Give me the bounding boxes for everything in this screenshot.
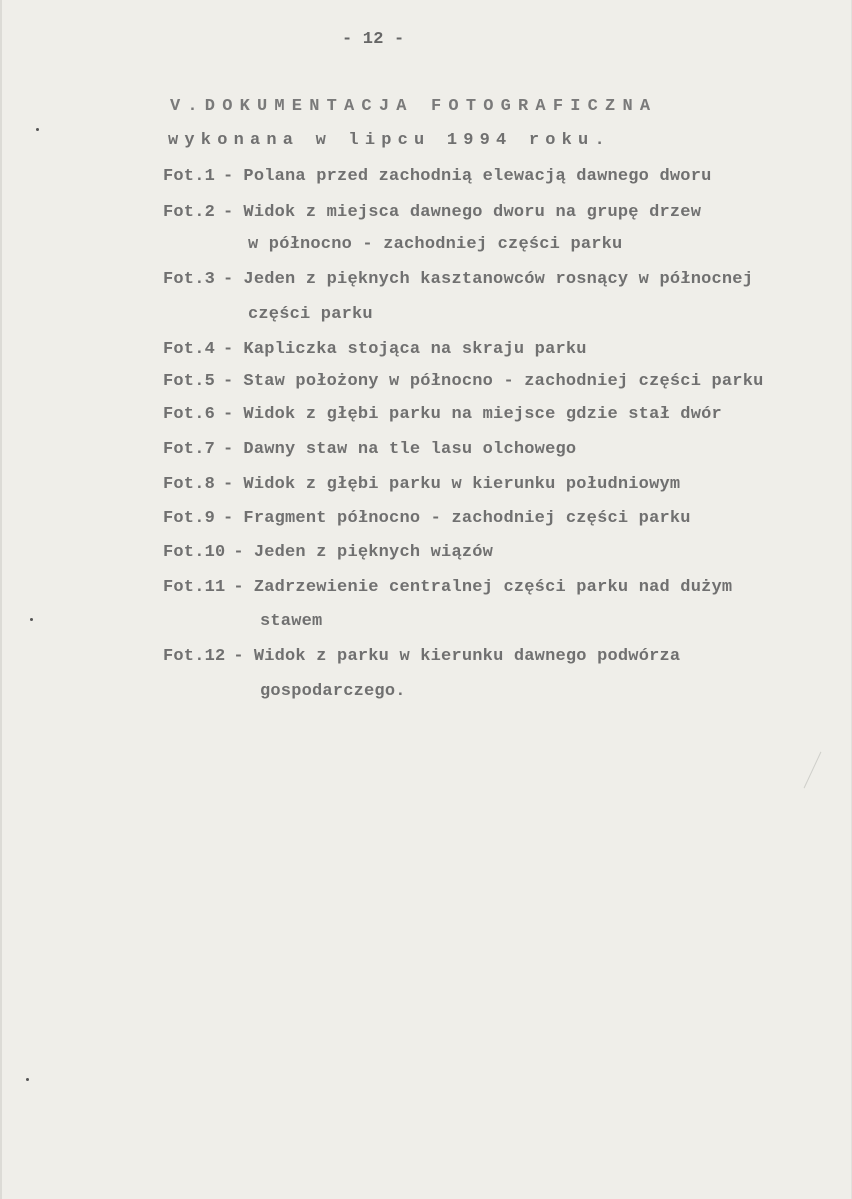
scan-speck [36, 128, 39, 131]
photo-description: Jeden z pięknych wiązów [253, 543, 494, 562]
photo-entry-9 [163, 509, 691, 528]
photo-entry-12 [163, 647, 680, 666]
photo-separator: - [233, 578, 244, 597]
photo-separator: - [223, 270, 234, 289]
photo-label: Fot.6 [163, 405, 216, 424]
photo-entry-11 [163, 578, 732, 597]
photo-description-continuation: w północno - zachodniej części parku [248, 235, 623, 254]
photo-entry-2 [163, 203, 701, 222]
photo-entry-4 [163, 340, 587, 359]
photo-label: Fot.12 [163, 647, 226, 666]
photo-description: Widok z głębi parku w kierunku południowym [243, 475, 681, 494]
scan-speck [30, 618, 33, 621]
photo-description-continuation: stawem [260, 612, 323, 631]
photo-label: Fot.7 [163, 440, 216, 459]
photo-label: Fot.5 [163, 372, 216, 391]
photo-description: Polana przed zachodnią elewacją dawnego dworu [243, 167, 712, 186]
photo-description: Jeden z pięknych kasztanowców rosnący w północnej [243, 270, 754, 289]
photo-entry-10 [163, 543, 493, 562]
photo-label: Fot.8 [163, 475, 216, 494]
photo-label: Fot.10 [163, 543, 226, 562]
photo-description: Kapliczka stojąca na skraju parku [243, 340, 587, 359]
photo-label: Fot.3 [163, 270, 216, 289]
photo-entry-7 [163, 440, 576, 459]
photo-description: Widok z parku w kierunku dawnego podwórza [253, 647, 681, 666]
photo-separator: - [223, 405, 234, 424]
photo-entry-1 [163, 167, 712, 186]
scan-scratch [804, 752, 822, 789]
photo-label: Fot.1 [163, 167, 216, 186]
photo-separator: - [223, 440, 234, 459]
page-number: - 12 - [342, 30, 405, 49]
photo-separator: - [233, 543, 244, 562]
photo-separator: - [223, 167, 234, 186]
photo-description: Zadrzewienie centralnej części parku nad dużym [253, 578, 733, 597]
photo-entry-6 [163, 405, 722, 424]
photo-label: Fot.11 [163, 578, 226, 597]
photo-description: Dawny staw na tle lasu olchowego [243, 440, 577, 459]
photo-description-continuation: gospodarczego. [260, 682, 406, 701]
photo-separator: - [233, 647, 244, 666]
photo-description: Widok z głębi parku na miejsce gdzie stał dwór [243, 405, 722, 424]
photo-label: Fot.9 [163, 509, 216, 528]
photo-entry-8 [163, 475, 680, 494]
photo-entry-3 [163, 270, 753, 289]
photo-description: Staw położony w północno - zachodniej części parku [243, 372, 764, 391]
photo-separator: - [223, 340, 234, 359]
scan-speck [26, 1078, 29, 1081]
section-heading: V.DOKUMENTACJA FOTOGRAFICZNA [170, 97, 658, 116]
photo-separator: - [223, 372, 234, 391]
photo-separator: - [223, 475, 234, 494]
photo-separator: - [223, 203, 234, 222]
section-subheading: wykonana w lipcu 1994 roku. [168, 131, 611, 150]
photo-label: Fot.4 [163, 340, 216, 359]
photo-description: Fragment północno - zachodniej części parku [243, 509, 691, 528]
photo-separator: - [223, 509, 234, 528]
photo-description: Widok z miejsca dawnego dworu na grupę drzew [243, 203, 702, 222]
photo-entry-5 [163, 372, 764, 391]
photo-label: Fot.2 [163, 203, 216, 222]
photo-description-continuation: części parku [248, 305, 373, 324]
